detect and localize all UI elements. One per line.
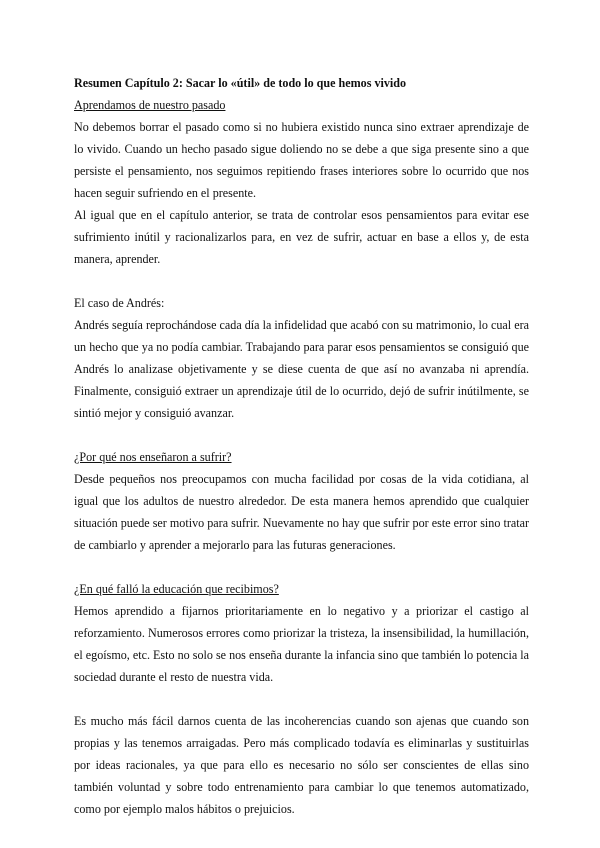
spacer	[74, 424, 529, 446]
section-heading-past: Aprendamos de nuestro pasado	[74, 98, 226, 112]
spacer	[74, 556, 529, 578]
spacer	[74, 688, 529, 710]
document-title: Resumen Capítulo 2: Sacar lo «útil» de todo lo que hemos vivido	[74, 76, 407, 90]
paragraph-education-1: Hemos aprendido a fijarnos prioritariamente en lo negativo y a priorizar el castigo al reforzamiento. Numerosos errores como priorizar la tristeza, la insensibilidad, la humillación, el egoísmo, etc. Esto no solo se nos enseña durante la infancia sino que también lo potencia la sociedad durante el resto de nuestra vida.	[74, 604, 529, 684]
section-heading-suffer: ¿Por qué nos enseñaron a sufrir?	[74, 450, 232, 464]
spacer	[74, 270, 529, 292]
section-heading-andres: El caso de Andrés:	[74, 296, 165, 310]
section-heading-education: ¿En qué falló la educación que recibimos?	[74, 582, 279, 596]
paragraph-education-2: Es mucho más fácil darnos cuenta de las incoherencias cuando son ajenas que cuando son propias y las tenemos arraigadas. Pero más complicado todavía es eliminarlas y sustituirlas por ideas racionales, ya que para ello es necesario no sólo ser conscientes de ellas sino también voluntad y sobre todo entrenamiento para cambiar lo que tenemos automatizado, como por ejemplo malos hábitos o prejuicios.	[74, 714, 529, 816]
paragraph-past-1: No debemos borrar el pasado como si no hubiera existido nunca sino extraer aprendizaje de lo vivido. Cuando un hecho pasado sigue doliendo no se debe a que siga presente sino a que persiste el pensamiento, nos seguimos repitiendo frases interiores sobre lo ocurrido que nos hacen seguir sufriendo en el presente.	[74, 120, 529, 200]
paragraph-past-2: Al igual que en el capítulo anterior, se trata de controlar esos pensamientos para evitar ese sufrimiento inútil y racionalizarlos para, en vez de sufrir, actuar en base a ellos y, de esta manera, aprender.	[74, 208, 529, 266]
paragraph-andres: Andrés seguía reprochándose cada día la infidelidad que acabó con su matrimonio, lo cual era un hecho que ya no podía cambiar. Trabajando para parar esos pensamientos se consiguió que Andrés lo analizase objetivamente y se diese cuenta de que así no avanzaba ni aprendía. Finalmente, consiguió extraer un aprendizaje útil de lo ocurrido, dejó de sufrir inútilmente, se sintió mejor y consiguió avanzar.	[74, 318, 529, 420]
paragraph-suffer: Desde pequeños nos preocupamos con mucha facilidad por cosas de la vida cotidiana, al igual que los adultos de nuestro alrededor. De esta manera hemos aprendido que cualquier situación puede ser motivo para sufrir. Nuevamente no hay que sufrir por este error sino tratar de cambiarlo y aprender a mejorarlo para las futuras generaciones.	[74, 472, 529, 552]
